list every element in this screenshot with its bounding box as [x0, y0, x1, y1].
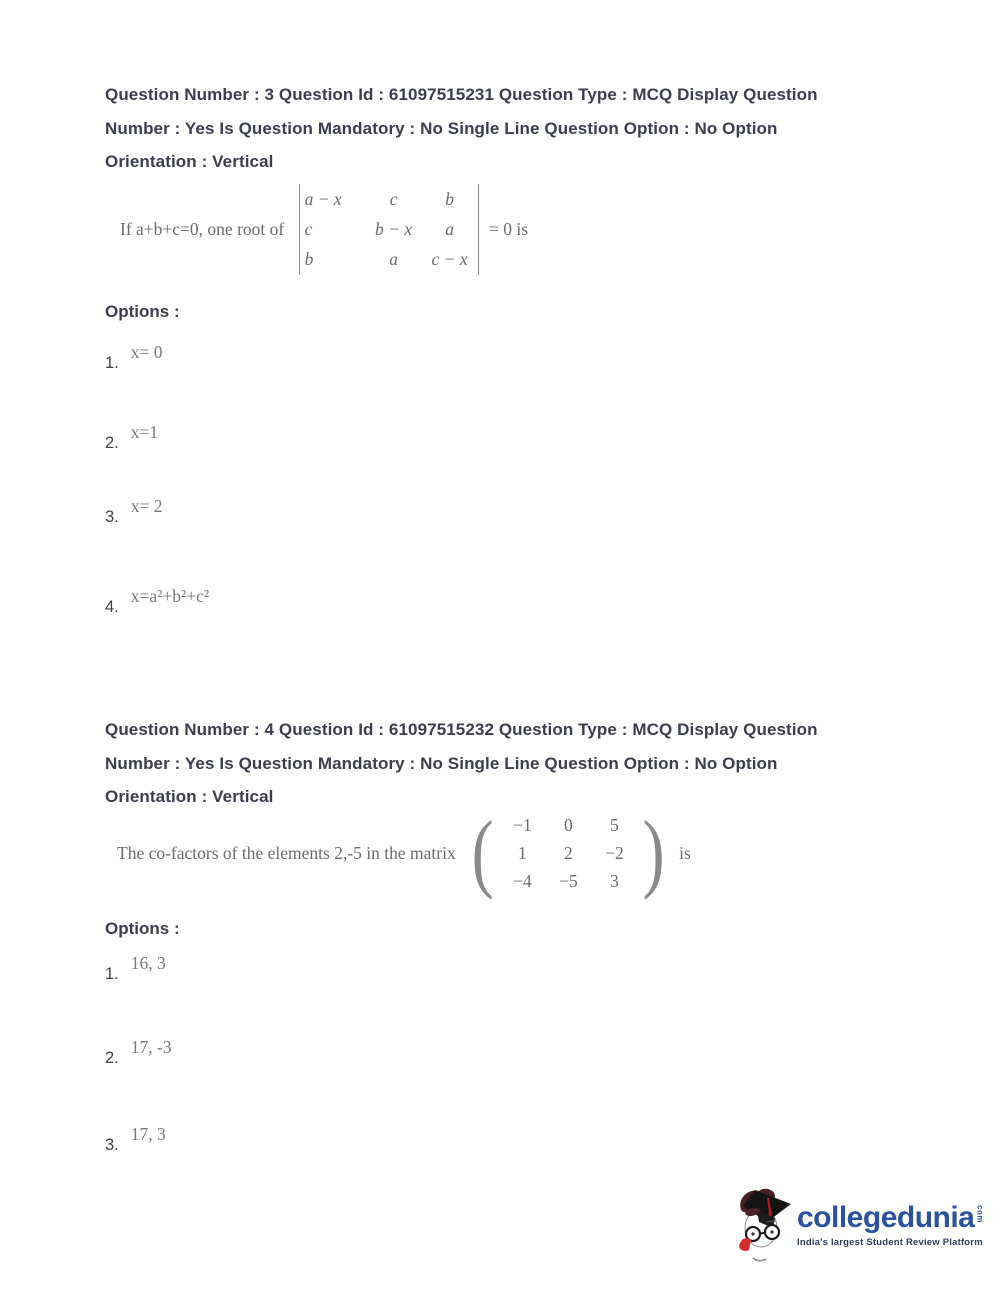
question-3-header-line-2: Number : Yes Is Question Mandatory : No Single Line Question Option : No Option: [105, 118, 778, 138]
option-number: 1.: [105, 965, 119, 983]
question-3-option-4: [105, 586, 209, 617]
det-cell: a: [445, 219, 454, 239]
question-4-options-label: Options :: [105, 919, 180, 938]
det-cell: b − x: [375, 219, 413, 239]
question-3-option-3: [105, 496, 163, 527]
left-paren: (: [471, 804, 494, 901]
question-4-option-3: [105, 1124, 166, 1155]
option-number: 3.: [105, 1136, 119, 1154]
mat-cell: −5: [559, 870, 578, 891]
question-4-option-2: [105, 1037, 172, 1068]
question-4-text-suffix: is: [674, 842, 691, 863]
question-3-option-2: [105, 422, 158, 453]
option-value: x=a²+b²+c²: [130, 586, 210, 606]
brand-text-block: [797, 1202, 984, 1248]
question-4-header-line-3: Orientation : Vertical: [105, 787, 274, 806]
mat-cell: 0: [564, 814, 573, 835]
question-3-text-suffix: = 0 is: [484, 219, 529, 239]
option-value: 16, 3: [130, 953, 166, 973]
mat-cell: 1: [518, 842, 527, 863]
option-number: 2.: [105, 1049, 119, 1067]
determinant-3x3: [299, 184, 479, 275]
question-3-header-line-3: Orientation : Vertical: [105, 152, 274, 171]
det-cell: b: [445, 189, 454, 209]
option-number: 4.: [105, 598, 119, 616]
question-3-options-label: Options :: [105, 302, 180, 321]
det-cell: c: [304, 219, 313, 239]
option-value: 17, -3: [130, 1037, 172, 1057]
brand-suffix: com: [975, 1205, 985, 1223]
question-4-header-line-1: Question Number : 4 Question Id : 61097515232 Question Type : MCQ Display Question: [105, 720, 818, 739]
question-3-body: [120, 184, 528, 275]
option-number: 2.: [105, 434, 119, 452]
question-4-header-line-2: Number : Yes Is Question Mandatory : No Single Line Question Option : No Option: [105, 753, 778, 773]
collegedunia-logo: [731, 1184, 984, 1266]
question-4-body: [117, 804, 691, 901]
brand-wordmark: collegedunia: [797, 1201, 975, 1234]
option-number: 3.: [105, 508, 119, 526]
mat-cell: 5: [610, 814, 619, 835]
brand-tagline: India's largest Student Review Platform: [797, 1237, 983, 1248]
option-value: x=1: [130, 422, 159, 442]
det-cell: a: [389, 249, 398, 269]
question-3-text: If a+b+c=0, one root of: [120, 219, 289, 239]
mat-cell: −2: [605, 842, 624, 863]
question-4-header: [105, 713, 875, 814]
question-4-text: The co-factors of the elements 2,-5 in the matrix: [117, 842, 461, 863]
det-cell: b: [304, 249, 314, 269]
option-value: x= 0: [130, 342, 163, 362]
right-paren: ): [643, 804, 666, 901]
question-3-header: [105, 78, 875, 179]
mascot-icon: [731, 1184, 795, 1266]
matrix-3x3: [468, 804, 669, 901]
mat-cell: 2: [564, 842, 573, 863]
option-value: x= 2: [130, 496, 163, 516]
question-4-option-1: [105, 953, 166, 984]
det-cell: c − x: [431, 249, 468, 269]
det-cell: c: [389, 189, 398, 209]
option-value: 17, 3: [130, 1124, 166, 1144]
mat-cell: 3: [610, 870, 619, 891]
question-3-option-1: [105, 342, 163, 373]
option-number: 1.: [105, 354, 119, 372]
det-cell: a − x: [304, 189, 342, 209]
mat-cell: −1: [513, 814, 532, 835]
question-3-header-line-1: Question Number : 3 Question Id : 61097515231 Question Type : MCQ Display Question: [105, 85, 818, 104]
mat-cell: −4: [513, 870, 532, 891]
